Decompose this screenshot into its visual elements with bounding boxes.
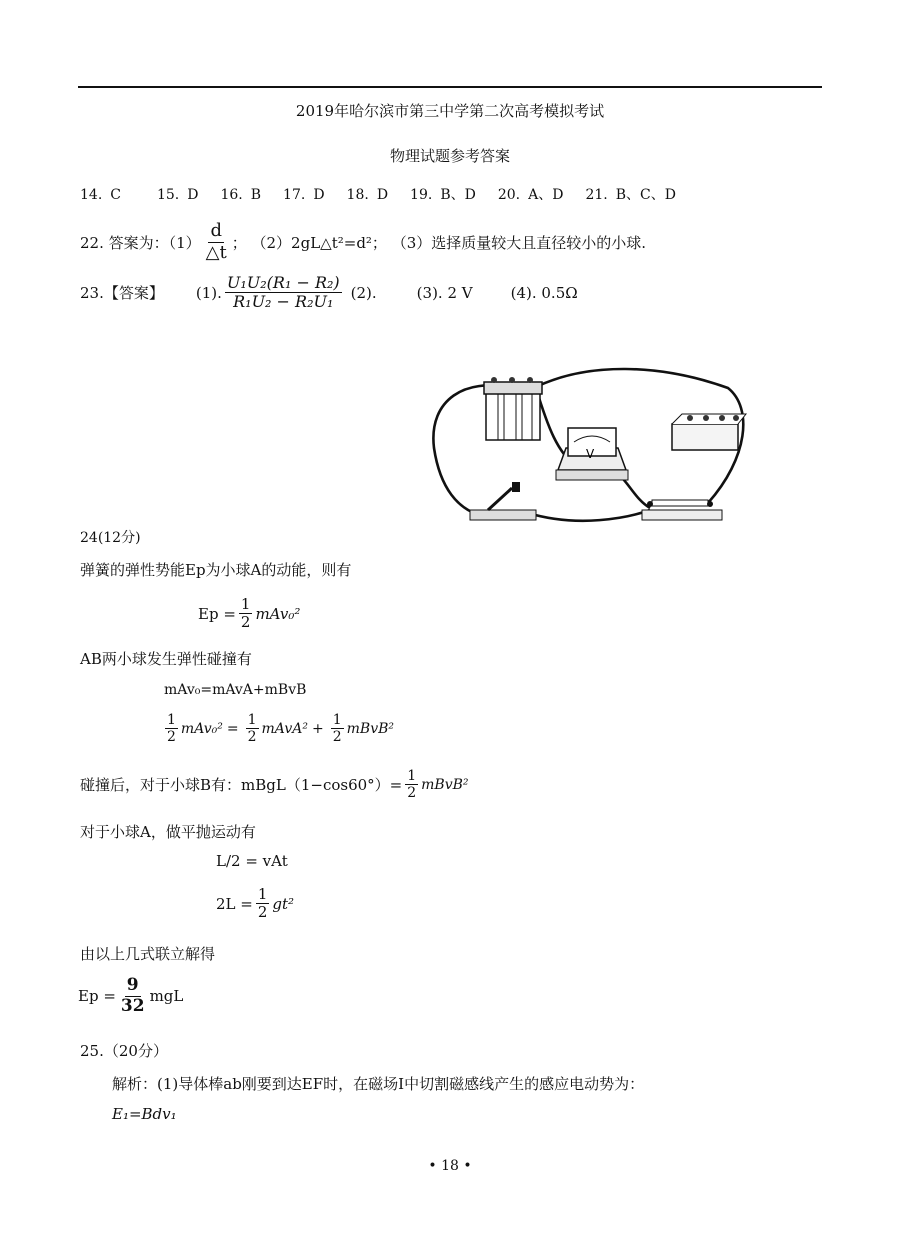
q24-eq3: $\frac{1}{2}$ mAv₀² = $\frac{1}{2}$ mAvA² + $\frac{1}{2}$ mBvB² (167, 712, 395, 746)
q24-line1: 弹簧的弹性势能Ep为小球A的动能，则有 (80, 561, 352, 579)
page-number: • 18 • (428, 1158, 472, 1174)
half-fraction: $\frac{1}{2}$ (240, 595, 251, 632)
voltmeter (556, 428, 628, 480)
q23-answer (80, 274, 578, 312)
q23-frac-num: U₁U₂(R₁ − R₂) (226, 273, 340, 292)
mc-answer-number: 14. (80, 187, 103, 203)
q24-header: 24(12分) (80, 530, 141, 546)
q22-answer (80, 221, 646, 263)
q24-eq3-a: mAv₀² (180, 720, 223, 737)
q24-result-left: Ep = (78, 987, 116, 1006)
mc-answer-number: 19. (410, 187, 433, 203)
mc-answer-item (283, 187, 325, 203)
resistor-box (672, 414, 746, 450)
mc-answer-item (80, 187, 121, 203)
q22-prefix: 22. 答案为：（1） (80, 233, 201, 252)
q24-result (78, 976, 183, 1016)
q24-eq3-c: mBvB² (346, 720, 395, 737)
q24-eq1 (198, 596, 300, 632)
q24-eq4-right: mBvB² (421, 776, 469, 793)
q25-eq1: E₁=Bdv₁ (112, 1105, 177, 1123)
mc-answer-number: 20. (497, 187, 521, 203)
mc-answer-choice: D (313, 187, 325, 203)
mc-answer-choice: D (376, 187, 389, 203)
voltmeter-label: V (586, 447, 595, 461)
q25-line1: 解析：(1)导体棒ab刚要到达EF时，在磁场Ⅰ中切割磁感线产生的感应电动势为： (112, 1075, 645, 1093)
q24-line2: AB两小球发生弹性碰撞有 (80, 650, 252, 668)
q24-eq6-left: 2L = (216, 894, 253, 913)
q23-part4: (4). 0.5Ω (510, 283, 578, 302)
result-fraction: $\frac{9}{32}$ (120, 975, 145, 1016)
header-rule (78, 86, 822, 88)
q24-line3-text: 碰撞后，对于小球B有：mBgL（1−cos60°）= (80, 776, 403, 795)
mc-answer-number: 21. (585, 187, 608, 203)
q24-eq2: mAv₀=mAvA+mBvB (164, 682, 307, 698)
battery-pack (484, 377, 542, 440)
q23-part3: (3). 2 V (416, 283, 473, 302)
answer-subtitle: 物理试题参考答案 (389, 147, 510, 165)
q23-prefix: 23.【答案】 (80, 284, 164, 303)
mc-answer-item (347, 187, 389, 203)
mc-answer-item (410, 187, 476, 203)
mc-answer-item (220, 187, 261, 203)
mc-answer-choice: C (110, 187, 121, 203)
mc-answer-number: 16. (220, 187, 243, 203)
q22-frac-den: △t (205, 241, 227, 263)
q24-result-right: mgL (149, 987, 184, 1006)
exam-title: 2019年哈尔滨市第三中学第二次高考模拟考试 (295, 102, 605, 120)
q24-eq3-b: mAvA² (261, 720, 308, 737)
circuit-diagram (428, 358, 758, 540)
q22-fraction (204, 221, 229, 263)
q23-part2-label: (2). (350, 283, 377, 302)
q24-line3: 碰撞后，对于小球B有：mBgL（1−cos60°）= $\frac{1}{2}$ mBvB² (80, 768, 469, 802)
q22-frac-num: d (210, 220, 222, 241)
wire-switch-to-rheostat (528, 510, 650, 521)
mc-answer-number: 15. (156, 187, 180, 203)
mc-answer-choice: A、D (528, 187, 564, 203)
q24-eq5: L/2 = vAt (216, 852, 288, 870)
q24-line4: 对于小球A，做平抛运动有 (80, 823, 256, 841)
q23-part1-label: (1). (195, 283, 222, 302)
q23-frac-den: R₁U₂ − R₂U₁ (233, 292, 334, 312)
mc-answer-item (585, 187, 676, 203)
mc-answer-number: 17. (283, 187, 306, 203)
mc-answer-number: 18. (346, 187, 369, 203)
mc-answer-item (498, 187, 564, 203)
knife-switch (470, 482, 536, 520)
q24-eq6-right: gt² (272, 894, 295, 913)
q24-eq6: 2L = $\frac{1}{2}$ gt² (216, 885, 295, 922)
q22-rest: ； （2）2gL△t²=d²； （3）选择质量较大且直径较小的小球. (231, 233, 647, 252)
mc-answer-choice: B (250, 187, 262, 203)
mc-answer-choice: B、C、D (615, 187, 676, 203)
mc-answer-item (157, 187, 199, 203)
mc-answer-choice: D (187, 187, 199, 203)
q24-eq1-right: mAv₀² (255, 604, 301, 623)
q24-line5: 由以上几式联立解得 (80, 945, 216, 963)
q23-fraction (225, 274, 342, 312)
mc-answer-choice: B、D (440, 187, 476, 203)
q25-header: 25.（20分） (80, 1042, 168, 1060)
q24-eq1-left: Ep = (198, 604, 236, 623)
mc-answers-row (80, 184, 676, 204)
resistor-wire (642, 500, 722, 520)
